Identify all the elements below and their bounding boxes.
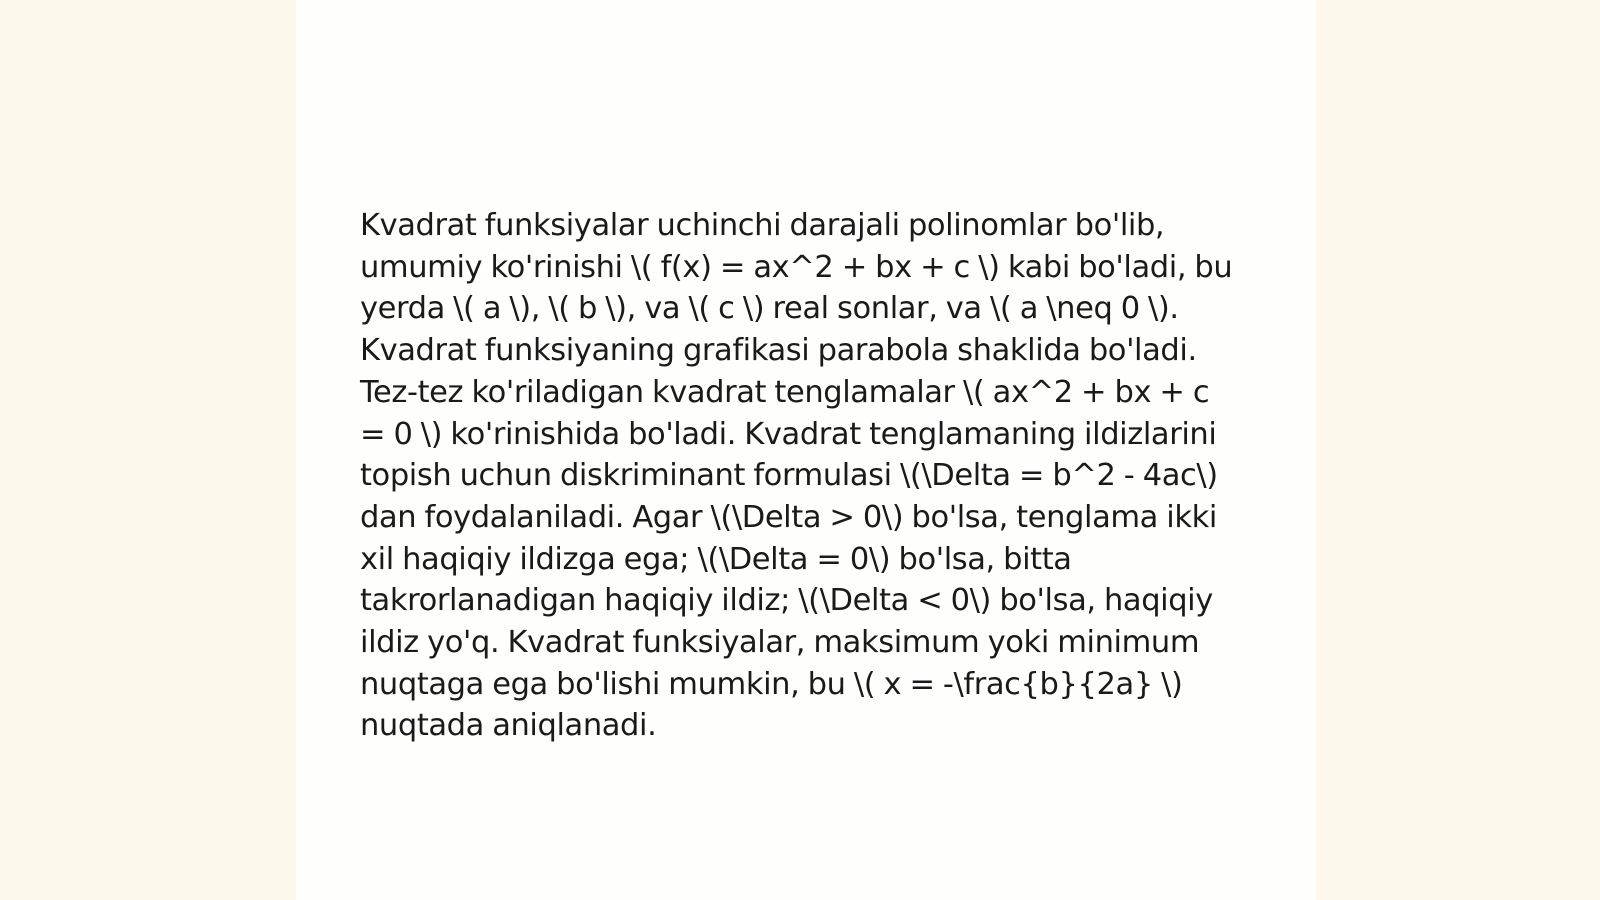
right-margin-background [1316,0,1600,900]
left-margin-background [0,0,296,900]
document-page [296,0,1316,900]
body-paragraph: Kvadrat funksiyalar uchinchi darajali polinomlar bo'lib, umumiy ko'rinishi \( f(x) = ax^2 + bx + c \) kabi bo'ladi, bu yerda \( a \), \( b \), va \( c \) real sonlar, va \( a \neq 0 \). Kvadrat funksiyaning grafikasi parabola shaklida bo'ladi. Tez-tez ko'riladigan kvadrat tenglamalar \( ax^2 + bx + c = 0 \) ko'rinishida bo'ladi. Kvadrat tenglamaning ildizlarini topish uchun diskriminant formulasi \(\Delta = b^2 - 4ac\) dan foydalaniladi. Agar \(\Delta > 0\) bo'lsa, tenglama ikki xil haqiqiy ildizga ega; \(\Delta = 0\) bo'lsa, bitta takrorlanadigan haqiqiy ildiz; \(\Delta < 0\) bo'lsa, haqiqiy ildiz yo'q. Kvadrat funksiyalar, maksimum yoki minimum nuqtaga ega bo'lishi mumkin, bu \( x = -\frac{b}{2a} \) nuqtada aniqlanadi. [360,208,1233,744]
